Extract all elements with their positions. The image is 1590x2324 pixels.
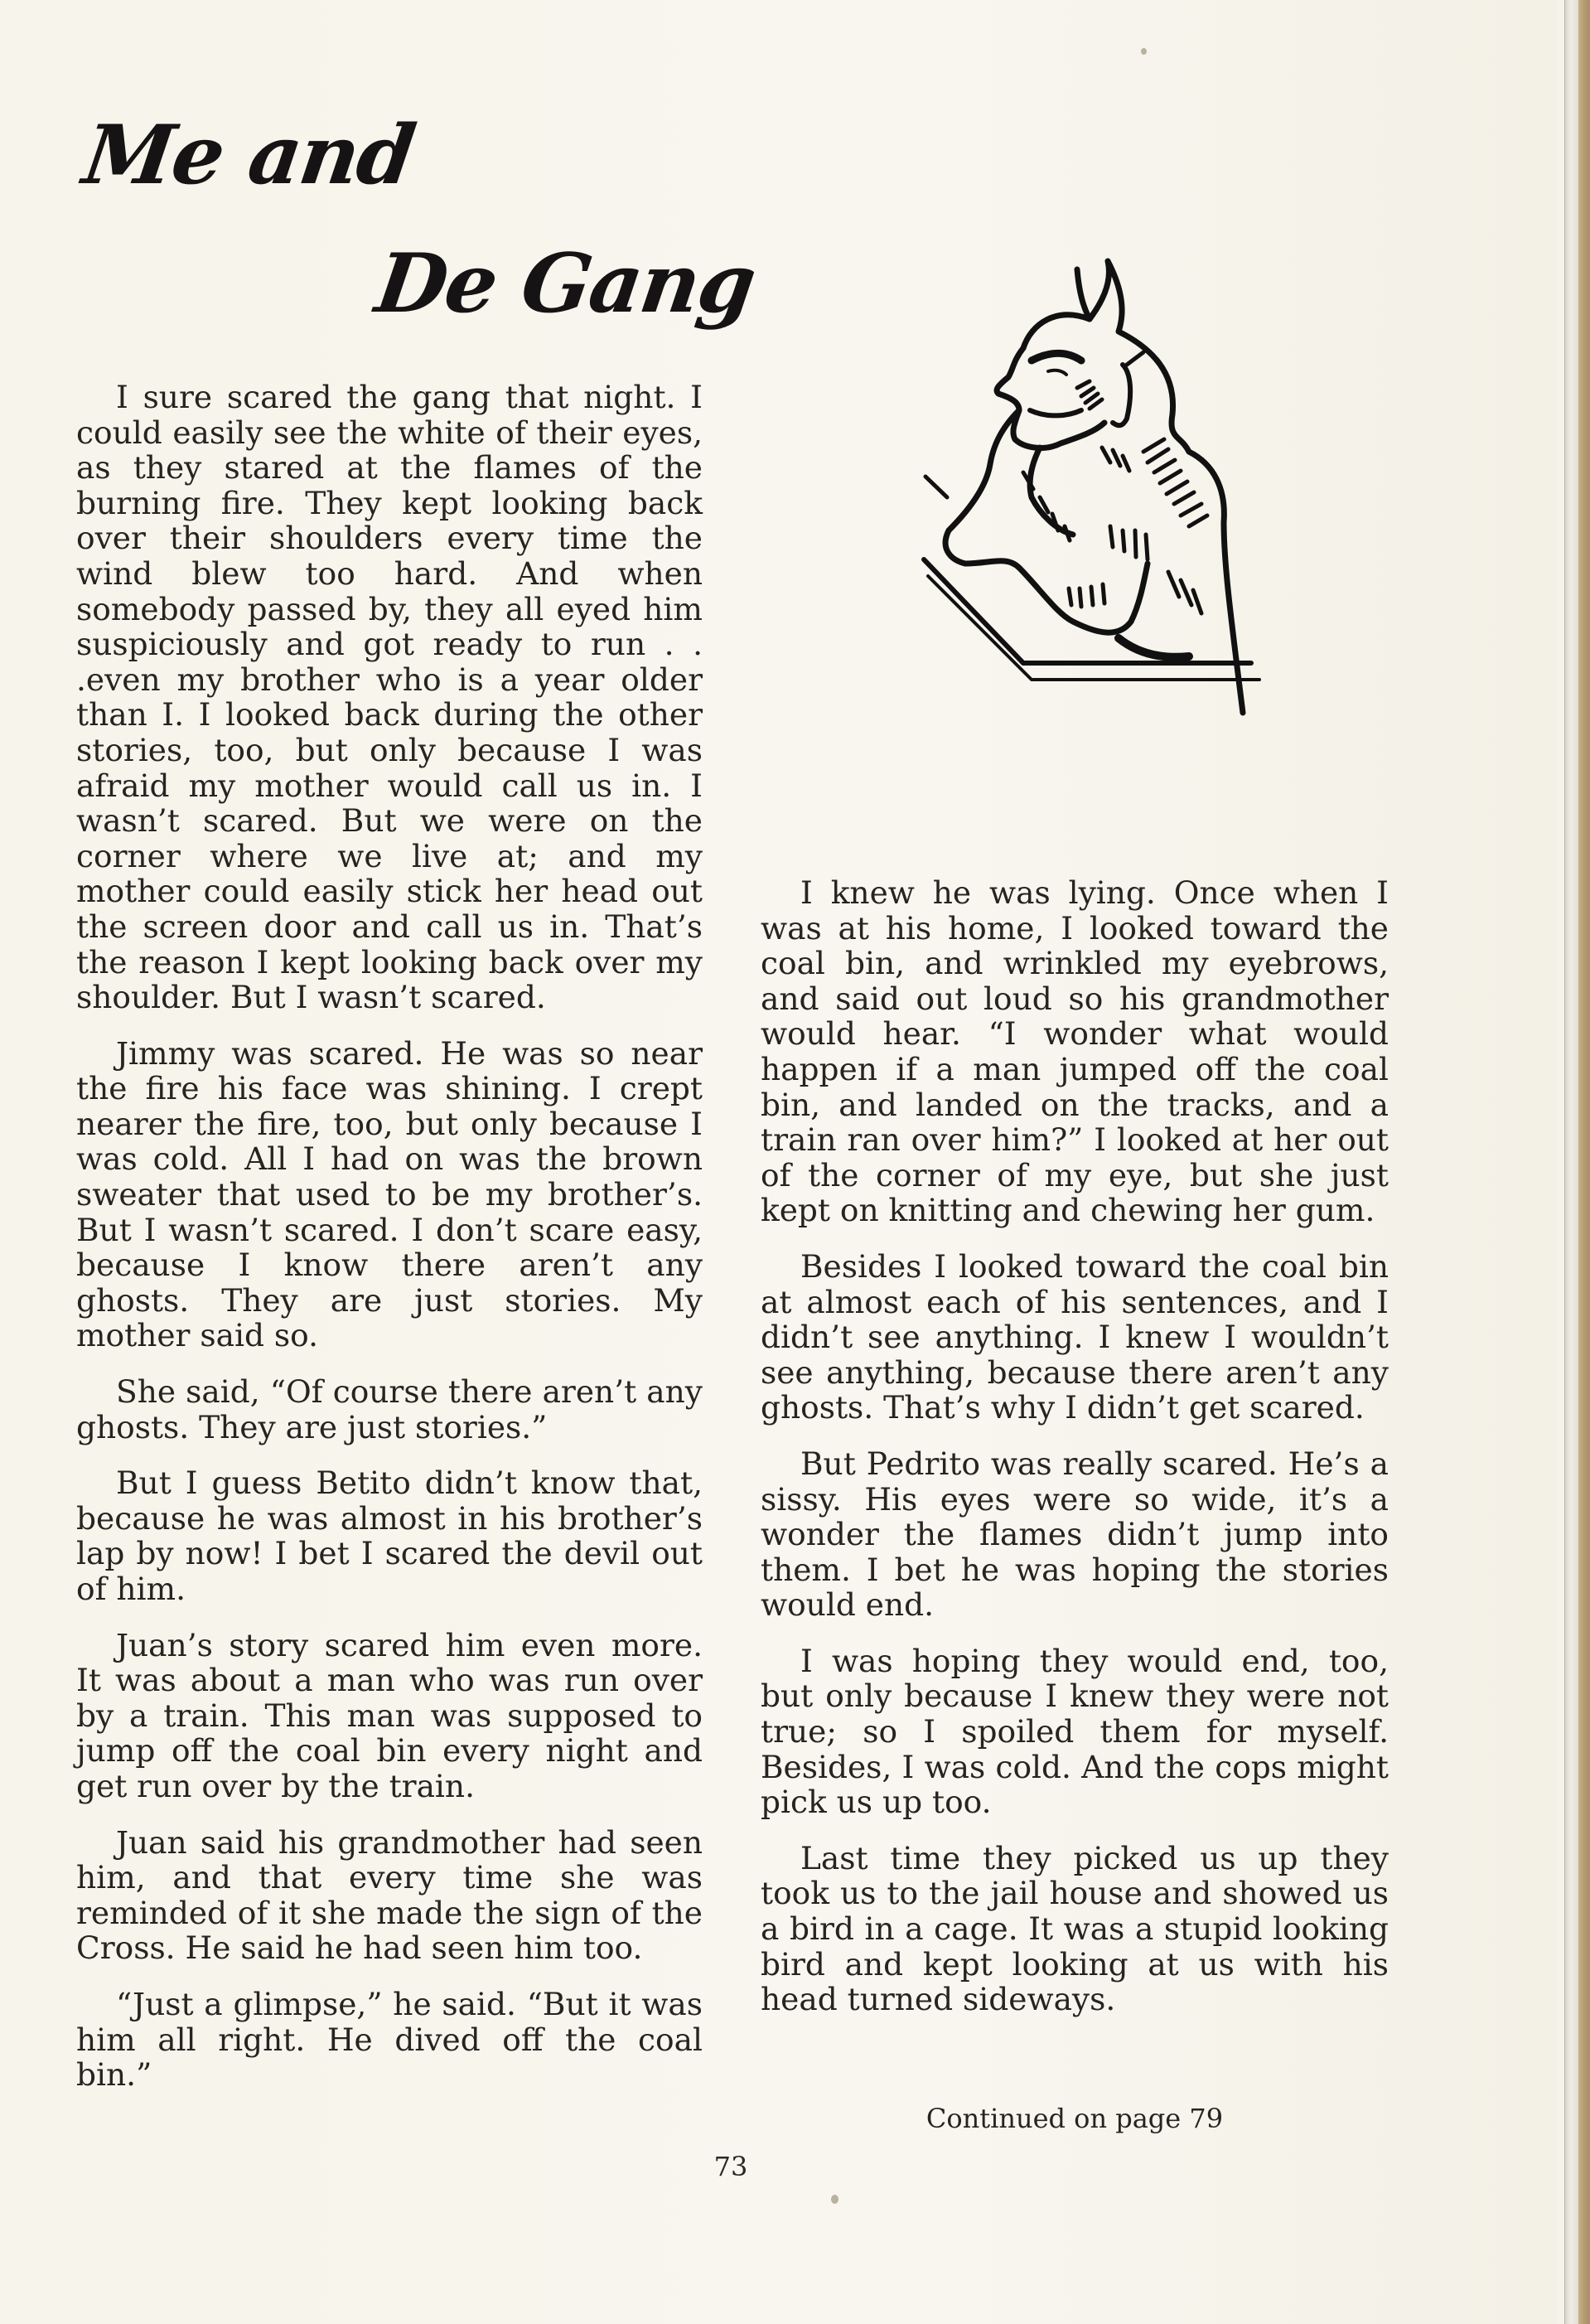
continued-note: Continued on page 79 <box>925 2103 1224 2134</box>
devil-desk <box>924 559 1259 680</box>
paragraph: I was hoping they would end, too, but only because I knew they were not true; so I spoiled them for myself. Besides, I was cold. And the cops might pick us up too. <box>761 1642 1389 1821</box>
page-edge <box>1564 0 1579 2324</box>
paragraph: Jimmy was scared. He was so near the fire his face was shining. I crept nearer the fire, too, but only because I was cold. All I had on was the brown sweater that used to be my brother’s. But I wasn’t scared. I don’t scare easy, because I know there aren’t any ghosts. They are just stories. My mother said so. <box>76 1034 703 1354</box>
paragraph: She said, “Of course there aren’t any ghosts. They are just stories.” <box>76 1373 703 1445</box>
paper-speck <box>1141 48 1147 55</box>
paper-speck <box>831 2195 838 2204</box>
book-binding <box>1578 0 1590 2324</box>
paragraph: I knew he was lying. Once when I was at his home, I looked toward the coal bin, and wrinkled my eyebrows, and said out loud so his grandmother would hear. “I wonder what would happen if a man jumped off the coal bin, and landed on the tracks, and a train ran over him?” I looked at her out of the corner of my eye, but she just kept on knitting and chewing her gum. <box>761 874 1389 1229</box>
right-column <box>761 875 1389 2038</box>
page-number: 73 <box>713 2151 748 2182</box>
paragraph: But Pedrito was really scared. He’s a sissy. His eyes were so wide, it’s a wonder the flames didn’t jump into them. I bet he was hoping the stories would end. <box>761 1445 1389 1624</box>
left-column <box>76 380 703 2113</box>
paragraph: Juan’s story scared him even more. It was about a man who was run over by a train. This man was supposed to jump off the coal bin every night and get run over by the train. <box>76 1626 703 1804</box>
paragraph: But I guess Betito didn’t know that, because he was almost in his brother’s lap by now! I bet I scared the devil out of him. <box>76 1465 703 1607</box>
paragraph: I sure scared the gang that night. I could easily see the white of their eyes, as they stared at the flames of the burning fire. They kept looking back over their shoulders every time the wind blew too hard. And when somebody passed by, they all eyed him suspiciously and got ready to run . . .even my brother who is a year older than I. I looked back during the other stories, too, but only because I was afraid my mother would call us in. I wasn’t scared. But we were on the corner where we live at; and my mother could easily stick her head out the screen door and call us in. That’s the reason I kept looking back over my shoulder. But I wasn’t scared. <box>76 379 703 1016</box>
paragraph: Besides I looked toward the coal bin at almost each of his sentences, and I didn’t see anything. I knew I wouldn’t see anything, because there aren’t any ghosts. That’s why I didn’t get scared. <box>761 1247 1389 1426</box>
article-title-line-1: Me and <box>77 108 420 203</box>
paragraph: Juan said his grandmother had seen him, and that every time she was reminded of it she made the sign of the Cross. He said he had seen him too. <box>76 1823 703 1967</box>
article-title-line-2: De Gang <box>370 236 761 332</box>
paragraph: “Just a glimpse,” he said. “But it was him all right. He dived off the coal bin.” <box>76 1985 703 2094</box>
devil-illustration <box>916 249 1272 746</box>
paragraph: Last time they picked us up they took us to the jail house and showed us a bird in a cage. It was a stupid looking bird and kept looking at us with his head turned sideways. <box>761 1839 1389 2018</box>
